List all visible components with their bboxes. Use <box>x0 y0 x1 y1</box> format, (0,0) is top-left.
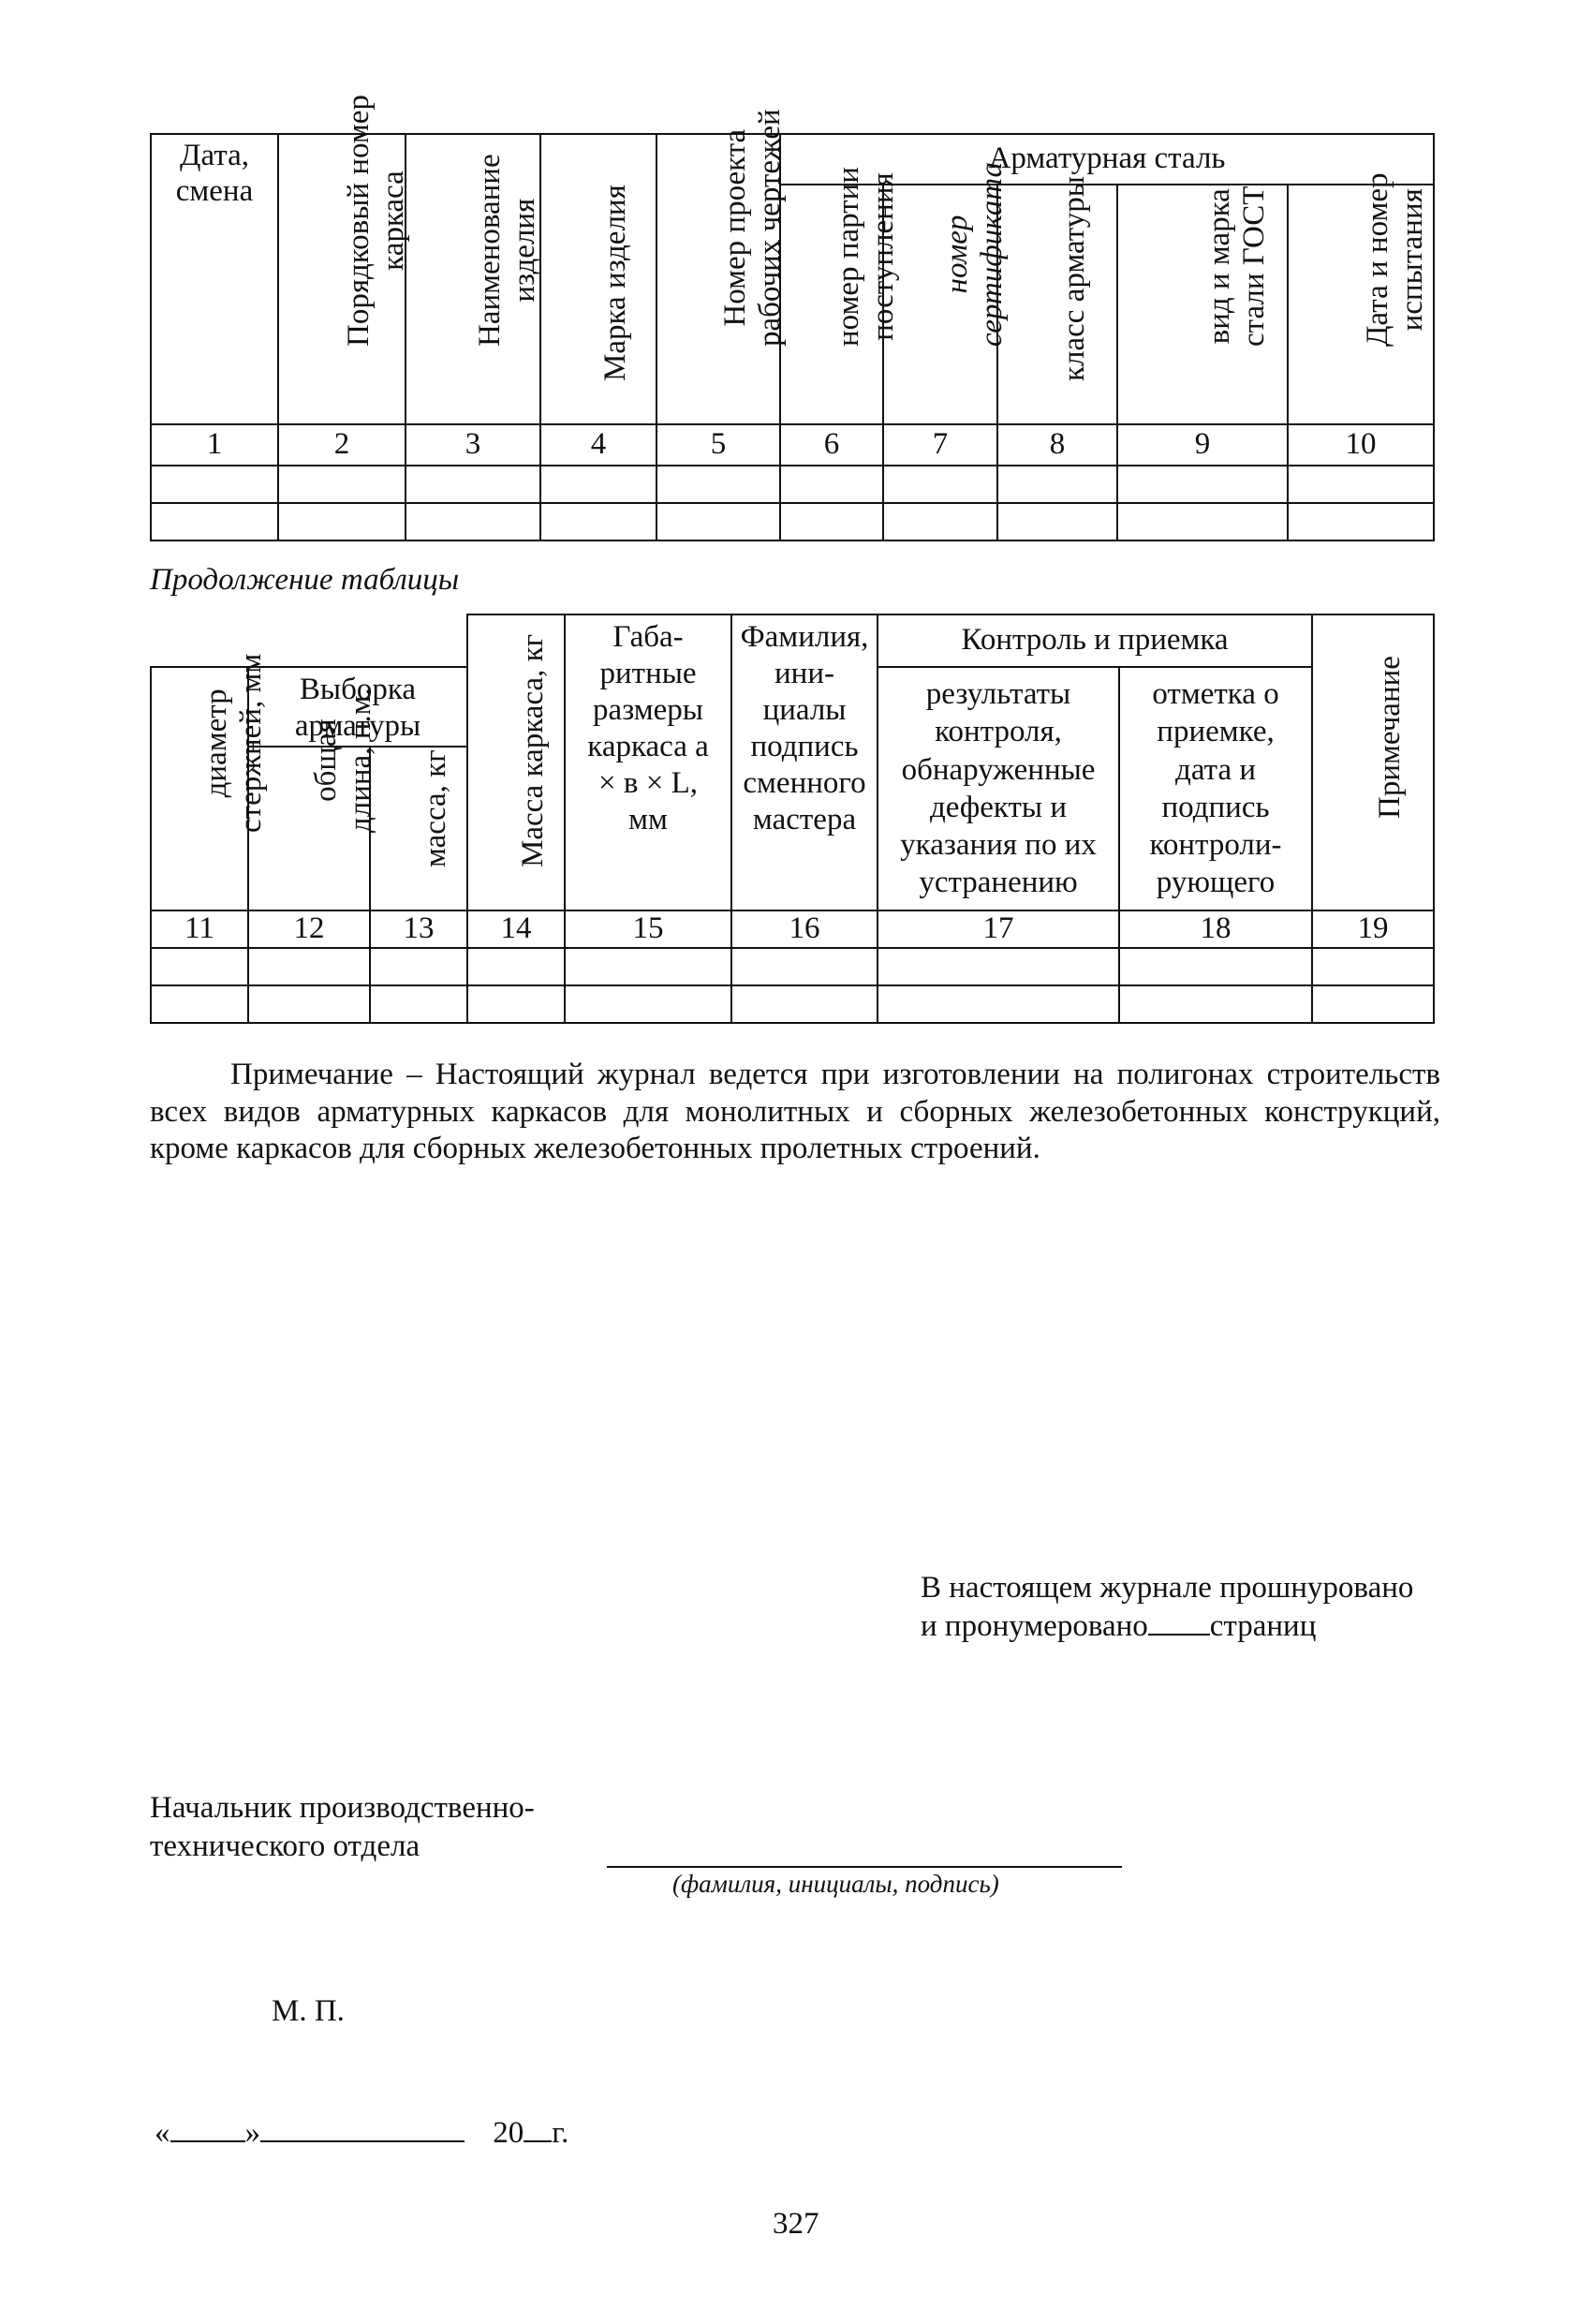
table-cell[interactable] <box>406 466 540 503</box>
col-number: 9 <box>1117 424 1288 466</box>
col-number: 11 <box>151 910 248 948</box>
header-dimensions: Габа-ритные размеры каркаса a × в × L, мм <box>565 614 731 910</box>
table-cell[interactable] <box>278 466 406 503</box>
header-bar-diameter: диаметр стержней, мм <box>151 667 248 910</box>
col-number: 8 <box>997 424 1117 466</box>
header-seq-number: Порядковый номер каркаса <box>278 134 406 424</box>
table-row <box>151 985 1434 1023</box>
table-cell[interactable] <box>151 948 248 985</box>
header-batch-number: номер партии поступления <box>780 185 883 424</box>
col-number: 10 <box>1288 424 1434 466</box>
table-cell[interactable] <box>406 503 540 540</box>
col-number: 14 <box>467 910 565 948</box>
table-cell[interactable] <box>1312 985 1434 1023</box>
header-control-acceptance: Контроль и приемка <box>878 614 1312 667</box>
table-cell[interactable] <box>1288 503 1434 540</box>
armature-table-continuation <box>150 614 1435 1024</box>
table-cell[interactable] <box>656 503 780 540</box>
table-cell[interactable] <box>997 503 1117 540</box>
table-cell[interactable] <box>731 948 878 985</box>
day-blank[interactable] <box>170 2114 245 2142</box>
header-frame-mass: Масса каркаса, кг <box>467 614 565 910</box>
table-cell[interactable] <box>540 503 656 540</box>
header-date: Дата, смена <box>151 134 278 424</box>
signature-line[interactable] <box>607 1866 1122 1868</box>
header-product-mark: Марка изделия <box>540 134 656 424</box>
header-product-name: Наименование изделия <box>406 134 540 424</box>
laced-line-2: и пронумеровано страниц <box>921 1609 1317 1644</box>
table-cell[interactable] <box>151 466 278 503</box>
date-line: « » 20 г. <box>155 2116 569 2150</box>
table-cell[interactable] <box>883 466 997 503</box>
table-cell[interactable] <box>278 503 406 540</box>
table-cell[interactable] <box>467 948 565 985</box>
table-cell[interactable] <box>370 948 467 985</box>
col-number: 18 <box>1119 910 1312 948</box>
table-cell[interactable] <box>731 985 878 1023</box>
signature-caption: (фамилия, инициалы, подпись) <box>672 1870 999 1898</box>
table-cell[interactable] <box>1312 948 1434 985</box>
header-acceptance-mark: отметка о приемке, дата и подпись контроли-рующего <box>1119 667 1312 910</box>
col-number: 15 <box>565 910 731 948</box>
page-number: 327 <box>773 2207 819 2241</box>
col-number: 1 <box>151 424 278 466</box>
year-blank[interactable] <box>524 2114 552 2142</box>
header-selection-mass: масса, кг <box>370 747 467 910</box>
header-armature-steel: Арматурная сталь <box>780 134 1434 185</box>
col-number: 6 <box>780 424 883 466</box>
header-total-length: общая длина, п.м. <box>248 747 370 910</box>
header-certificate-number: номер сертификата <box>883 185 997 424</box>
header-control-results: результаты контроля, обнаруженные дефекты и указания по их устранению <box>878 667 1119 910</box>
table-cell[interactable] <box>780 466 883 503</box>
col-number: 7 <box>883 424 997 466</box>
table-cell[interactable] <box>565 985 731 1023</box>
header-steel-gost: вид и марка стали ГОСТ <box>1117 185 1288 424</box>
table-row <box>151 948 1434 985</box>
header-test-date: Дата и номер испытания <box>1288 185 1434 424</box>
col-number: 13 <box>370 910 467 948</box>
table-row <box>151 466 1434 503</box>
header-armature-class: класс арматуры <box>997 185 1117 424</box>
stamp-label: М. П. <box>272 1994 345 2028</box>
continuation-label: Продолжение таблицы <box>150 563 460 597</box>
table-cell[interactable] <box>248 948 370 985</box>
table-cell[interactable] <box>565 948 731 985</box>
table-cell[interactable] <box>370 985 467 1023</box>
table-cell[interactable] <box>1119 985 1312 1023</box>
table-cell[interactable] <box>1288 466 1434 503</box>
chief-title: Начальник производственно- технического отдела <box>150 1791 535 1864</box>
table-cell[interactable] <box>151 985 248 1023</box>
table-row <box>151 503 1434 540</box>
col-number: 5 <box>656 424 780 466</box>
col-number: 16 <box>731 910 878 948</box>
header-project-number: Номер проекта рабочих чертежей <box>656 134 780 424</box>
table-cell[interactable] <box>467 985 565 1023</box>
table-cell[interactable] <box>540 466 656 503</box>
header-blank <box>151 614 467 667</box>
laced-line-1: В настоящем журнале прошнуровано <box>921 1571 1414 1605</box>
header-armature-selection: Выборка арматуры <box>248 667 467 747</box>
col-number: 2 <box>278 424 406 466</box>
table-cell[interactable] <box>883 503 997 540</box>
table-cell[interactable] <box>1117 503 1288 540</box>
table-cell[interactable] <box>151 503 278 540</box>
month-blank[interactable] <box>260 2114 465 2142</box>
table-cell[interactable] <box>1119 948 1312 985</box>
table-cell[interactable] <box>656 466 780 503</box>
table-cell[interactable] <box>248 985 370 1023</box>
table-cell[interactable] <box>878 948 1119 985</box>
header-remark: Примечание <box>1312 614 1434 910</box>
table-cell[interactable] <box>780 503 883 540</box>
col-number: 4 <box>540 424 656 466</box>
table-cell[interactable] <box>878 985 1119 1023</box>
page-count-blank[interactable] <box>1148 1607 1210 1636</box>
note-paragraph: Примечание – Настоящий журнал ведется при изготовлении на полигонах строительств всех видов арматурных каркасов для монолитных и сборных железобетонных конструкций, кроме каркасов для сборных железобетонных пролетных строений. <box>150 1058 1440 1166</box>
col-number: 19 <box>1312 910 1434 948</box>
laced-statement <box>921 1569 1413 1647</box>
table-cell[interactable] <box>1117 466 1288 503</box>
col-number: 3 <box>406 424 540 466</box>
table-cell[interactable] <box>997 466 1117 503</box>
col-number: 12 <box>248 910 370 948</box>
header-master: Фамилия, ини-циалы подпись сменного мастера <box>731 614 878 910</box>
col-number: 17 <box>878 910 1119 948</box>
armature-table-main <box>150 95 1435 541</box>
